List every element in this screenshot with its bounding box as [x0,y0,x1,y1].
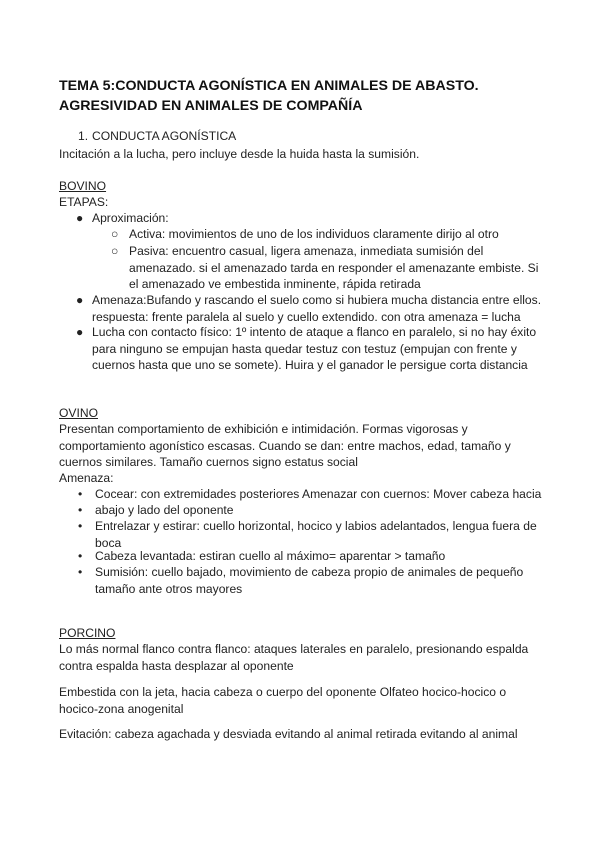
list-item: Sumisión: cuello bajado, movimiento de cabeza propio de animales de pequeño tamaño ante otros mayores [95,565,524,596]
list-item: Entrelazar y estirar: cuello horizontal, hocico y labios adelantados, lengua fuera de boca [95,519,537,550]
list-item: Cocear: con extremidades posteriores Amenazar con cuernos: Mover cabeza hacia [95,487,542,501]
bullet-dot-icon: • [78,519,83,533]
porcino-paragraph: Evitación: cabeza agachada y desviada evitando al animal retirada evitando al animal [59,727,518,741]
ovino-amenaza: Amenaza: [59,471,114,485]
list-item: Activa: movimientos de uno de los individuos claramente dirijo al otro [129,227,499,241]
section-number: 1. [78,129,89,143]
list-item: Lucha con contacto físico: 1º intento de ataque a flanco en paralelo, si no hay éxito para ninguno se empujan hasta quedar testuz con testuz (empujan con frente y cuernos hasta que uno se somete). Huira y el ganador le persigue corta distancia [92,325,537,372]
bullet-dot-icon: • [78,565,83,579]
porcino-paragraph: Embestida con la jeta, hacia cabeza o cuerpo del oponente Olfateo hocico-hocico o hocico-zona anogenital [59,685,507,716]
bullet-dot-icon: • [78,503,83,517]
bullet-dot-icon: • [78,487,83,501]
bovino-heading: BOVINO [59,179,107,193]
section-intro: Incitación a la lucha, pero incluye desde la huida hasta la sumisión. [59,147,420,161]
list-item: Pasiva: encuentro casual, ligera amenaza, inmediata sumisión del amenazado. si el amenazado tarda en responder el amenazante embiste. Si el amenazado ve embestida inminente, rápida retirada [129,244,539,291]
ovino-intro: Presentan comportamiento de exhibición e intimidación. Formas vigorosas y comportamiento agonístico escasas. Cuando se dan: entre machos, edad, tamaño y cuernos similares. Tamaño cuernos signo estatus social [59,422,511,469]
list-item: abajo y lado del oponente [95,503,234,517]
porcino-heading: PORCINO [59,626,116,640]
bovino-etapas: ETAPAS: [59,195,109,209]
page-title: TEMA 5:CONDUCTA AGONÍSTICA EN ANIMALES DE ABASTO. AGRESIVIDAD EN ANIMALES DE COMPAÑÍA [59,78,479,114]
bullet-dot-icon: • [78,549,83,563]
bullet-dot-icon: ● [76,325,84,339]
porcino-paragraph: Lo más normal flanco contra flanco: ataques laterales en paralelo, presionando espalda contra espalda hasta desplazar al oponente [59,642,529,673]
ovino-heading: OVINO [59,406,98,420]
bullet-dot-icon: ● [76,211,84,225]
bullet-dot-icon: ● [76,293,84,307]
bullet-circle-icon: ○ [111,244,119,258]
list-item: Amenaza:Bufando y rascando el suelo como si hubiera mucha distancia entre ellos. respuesta: frente paralela al suelo y cuello extendido. con otra amenaza = lucha [92,293,542,324]
list-item: Cabeza levantada: estiran cuello al máximo= aparentar > tamaño [95,549,446,563]
list-item: Aproximación: [92,211,169,225]
section-heading: CONDUCTA AGONÍSTICA [92,129,237,143]
bullet-circle-icon: ○ [111,227,119,241]
